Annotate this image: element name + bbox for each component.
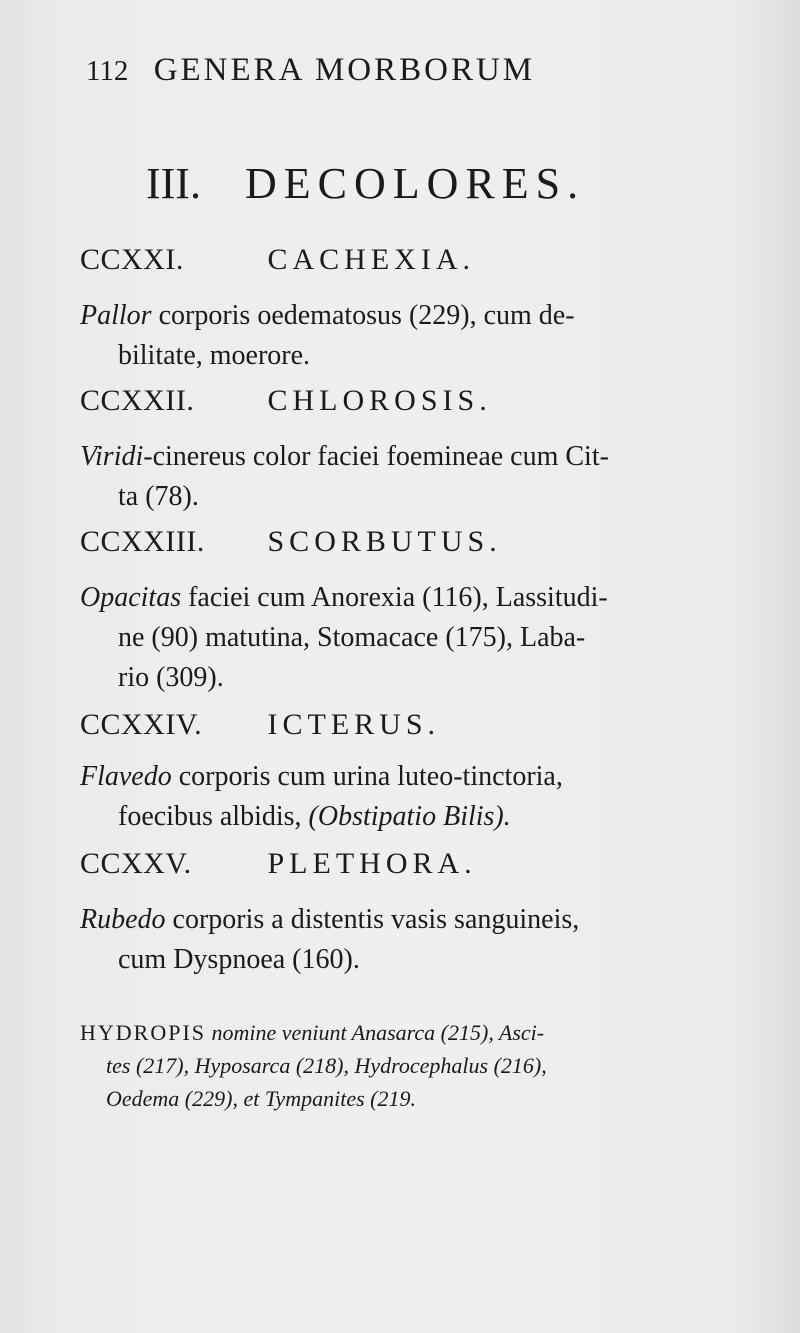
entry-code: CCXXV. [80, 847, 192, 880]
entry-code: CCXXIII. [80, 525, 205, 558]
entry-name: ICTERUS. [267, 708, 441, 741]
entry-line: cinereus color faciei foemineae cum Cit- [152, 441, 609, 472]
entry-line: rio (309). [118, 662, 224, 693]
entry-line: corporis a distentis vasis sanguineis, [165, 904, 580, 935]
footnote-line: Oedema (229), et Tympanites (219. [106, 1086, 416, 1111]
entry-line: ne (90) matutina, Stomacace (175), Laba- [118, 622, 586, 653]
entry-line: faciei cum Anorexia (116), Lassitudi- [181, 582, 608, 613]
footnote [80, 1016, 720, 1115]
footnote-line: nomine veniunt Anasarca (215), Asci- [206, 1020, 545, 1045]
entry-heading [80, 847, 720, 881]
entry-code: CCXXI. [80, 243, 184, 276]
entry-italic-remark: (Obstipatio Bilis). [308, 801, 511, 832]
entry-line: corporis cum urina luteo-tinctoria, [171, 761, 563, 792]
entry-line: foecibus albidis, [118, 801, 309, 832]
entry-name: PLETHORA. [267, 847, 477, 880]
page-number: 112 [86, 55, 129, 87]
entry-description [80, 437, 720, 517]
entry-line: ta (78). [118, 481, 199, 512]
section-numeral: III. [146, 159, 201, 208]
entry-heading [80, 384, 720, 418]
entry-term: Pallor [80, 300, 152, 331]
entry-heading [80, 243, 720, 277]
entry-code: CCXXII. [80, 384, 195, 417]
entry-term: Viridi- [80, 441, 153, 472]
entry-line: corporis oedematosus (229), cum de- [151, 300, 575, 331]
entry-description [80, 757, 720, 837]
entry-term: Rubedo [80, 904, 166, 935]
entry-heading [80, 525, 720, 559]
running-title: GENERA MORBORUM [153, 52, 536, 88]
entry-line: bilitate, moerore. [118, 340, 311, 371]
footnote-lead: HYDROPIS [80, 1020, 207, 1045]
section-name: DECOLORES. [244, 159, 586, 208]
entry-name: CACHEXIA. [267, 243, 475, 276]
footnote-line: tes (217), Hyposarca (218), Hydrocephalus (216), [106, 1053, 547, 1078]
entry-description [80, 296, 720, 376]
entry-name: CHLOROSIS. [267, 384, 492, 417]
entry-name: SCORBUTUS. [267, 525, 502, 558]
entry-term: Opacitas [80, 582, 182, 613]
running-header [86, 52, 726, 89]
entry-heading [80, 708, 720, 742]
entry-line: cum Dyspnoea (160). [118, 944, 360, 975]
entry-description [80, 578, 720, 698]
entry-term: Flavedo [80, 761, 172, 792]
entry-description [80, 900, 720, 980]
section-title [146, 158, 706, 209]
entry-code: CCXXIV. [80, 708, 203, 741]
